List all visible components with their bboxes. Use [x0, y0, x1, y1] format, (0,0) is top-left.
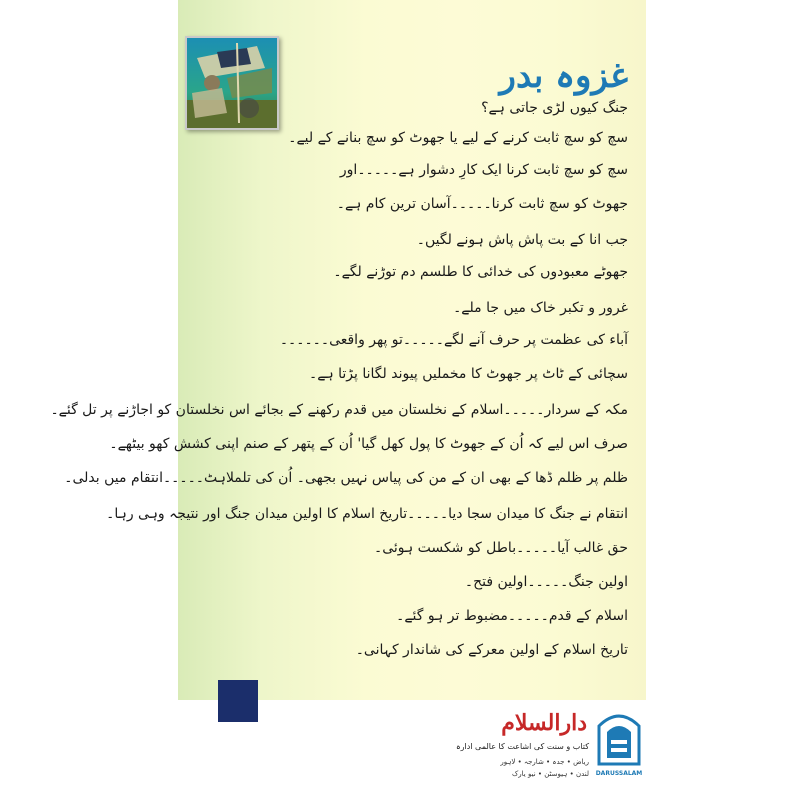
decorative-square	[218, 680, 258, 722]
publisher-tagline: کتاب و سنت کی اشاعت کا عالمی ادارہ	[455, 742, 589, 751]
blurb-line: اسلام کے قدم۔۔۔۔۔مضبوط تر ہو گئے۔	[396, 608, 628, 624]
blurb-line: حق غالب آیا۔۔۔۔۔باطل کو شکست ہوئی۔	[374, 540, 628, 556]
blurb-line: جنگ کیوں لڑی جاتی ہے؟	[481, 100, 628, 116]
blurb-line: سچ کو سچ ثابت کرنے کے لیے یا جھوٹ کو سچ بنانے کے لیے۔	[288, 130, 628, 146]
publisher-cities: لندن • ہیوسٹن • نیو یارک	[512, 770, 589, 778]
blurb-line: انتقام نے جنگ کا میدان سجا دیا۔۔۔۔۔تاریخ اسلام کا اولین میدان جنگ اور نتیجہ وہی رہا۔	[106, 506, 628, 522]
publisher-name: دارالسلام	[501, 710, 587, 736]
blurb-line: ظلم پر ظلم ڈھا کے بھی ان کے من کی پیاس نہیں بجھی۔ اُن کی تلملاہٹ۔۔۔۔۔انتقام میں بدلی۔	[64, 470, 628, 486]
book-title: غزوہ بدر	[499, 56, 628, 96]
publisher-logo-text: DARUSSALAM	[595, 770, 643, 777]
blurb-line: مکہ کے سردار۔۔۔۔۔اسلام کے نخلستان میں قدم رکھنے کے بجائے اس نخلستان کو اجاڑنے پر تل گئے۔	[50, 402, 628, 418]
publisher-logo-icon	[595, 708, 643, 766]
publisher-cities: ریاض • جدہ • شارجہ • لاہور	[500, 758, 589, 766]
blurb-line: سچائی کے ٹاٹ پر جھوٹ کا مخملیں پیوند لگانا پڑتا ہے۔	[309, 366, 628, 382]
blurb-line: جب انا کے بت پاش پاش ہونے لگیں۔	[416, 232, 628, 248]
cover-illustration	[185, 36, 279, 130]
blurb-line: جھوٹے معبودوں کی خدائی کا طلسم دم توڑنے لگے۔	[333, 264, 628, 280]
blurb-line: غرور و تکبر خاک میں جا ملے۔	[453, 300, 628, 316]
publisher-block	[455, 708, 645, 790]
blurb-line: صرف اس لیے کہ اُن کے جھوٹ کا پول کھل گیا' اُن کے پتھر کے صنم اپنی کشش کھو بیٹھے۔	[109, 436, 628, 452]
blurb-line: جھوٹ کو سچ ثابت کرنا۔۔۔۔۔آسان ترین کام ہے۔	[336, 196, 628, 212]
blurb-line: آباء کی عظمت پر حرف آنے لگے۔۔۔۔۔تو پھر واقعی۔۔۔۔۔۔	[279, 332, 628, 348]
blurb-line: اولین جنگ۔۔۔۔۔اولین فتح۔	[464, 574, 628, 590]
blurb-line: سچ کو سچ ثابت کرنا ایک کارِ دشوار ہے۔۔۔۔۔اور	[339, 162, 628, 178]
blurb-line: تاریخ اسلام کے اولین معرکے کی شاندار کہانی۔	[355, 642, 628, 658]
